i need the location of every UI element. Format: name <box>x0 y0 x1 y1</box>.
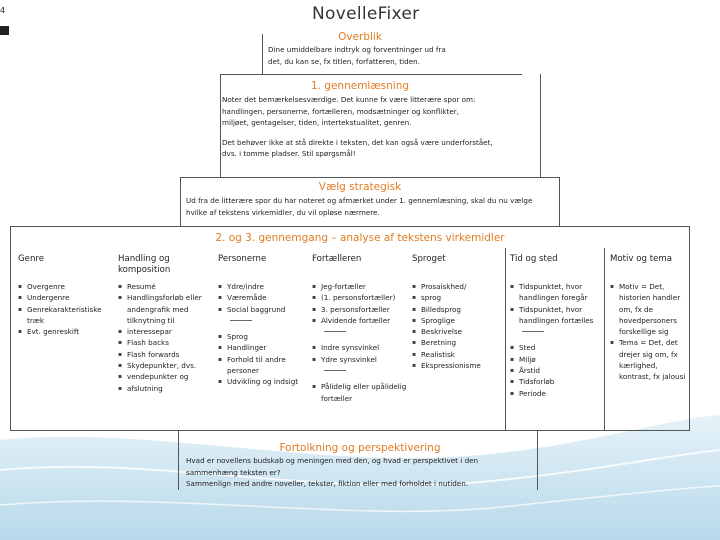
column-list <box>118 281 214 394</box>
column-header <box>218 254 310 278</box>
list-item: ▪ Realistisk <box>412 349 504 360</box>
list-item: ▪ interessepar <box>118 326 214 337</box>
list-item: ▪ Prosaiskhed/ <box>412 281 504 292</box>
list-item: ▪ vendepunkter og <box>118 371 214 382</box>
column-header <box>610 254 688 278</box>
list-item: ▪ Evt. genreskift <box>18 326 110 337</box>
box-line <box>10 430 690 431</box>
list-item: ▪ Ydre/indre <box>218 281 310 292</box>
list-item: ▪ Resumé <box>118 281 214 292</box>
list-item: ▪ Beretning <box>412 337 504 348</box>
analyse-column <box>312 254 408 404</box>
overblik-text <box>268 44 528 67</box>
list-item: ▪ Pålidelig eller upålidelig fortæller <box>312 381 408 404</box>
box-line <box>180 177 181 227</box>
list-item: ▪ Væremåde <box>218 292 310 303</box>
overblik-line: Dine umiddelbare indtryk og forventninger ud fra <box>268 45 446 54</box>
list-item: ▪ Tema = Det, det drejer sig om, fx kærlighed, kontrast, fx jalousi <box>610 337 688 382</box>
overblik-heading: Overblik <box>338 31 382 43</box>
column-header <box>118 254 214 278</box>
list-item: ▪ 3. personsfortæller <box>312 304 408 315</box>
list-item: ▪ Sprog <box>218 331 310 342</box>
column-list <box>510 281 602 399</box>
list-item: ▪ Undergenre <box>18 292 110 303</box>
list-item: ▪ Udvikling og indsigt <box>218 376 310 387</box>
column-header-line: Sproget <box>412 254 446 264</box>
column-header-line: Tid og sted <box>510 254 558 264</box>
analyse-column <box>218 254 310 388</box>
box-line <box>262 34 263 74</box>
column-list <box>412 281 504 371</box>
box-line <box>537 430 538 490</box>
list-item: ▪ Flash backs <box>118 337 214 348</box>
list-item: ▪ Alvidende fortæller <box>312 315 408 326</box>
column-divider <box>505 248 506 430</box>
list-item: ▪ Overgenre <box>18 281 110 292</box>
list-item: ▪ Handlingsforløb eller andengrafik med tilknytning til <box>118 292 214 326</box>
laesning-heading: 1. gennemlæsning <box>310 80 410 92</box>
column-header <box>18 254 110 278</box>
corner-glyph: 4 <box>0 6 6 15</box>
laesning-text <box>222 94 538 160</box>
column-header-line: Handling og <box>118 254 170 264</box>
list-divider <box>218 320 310 331</box>
list-item: ▪ Social baggrund <box>218 304 310 315</box>
column-header <box>412 254 504 278</box>
list-item: ▪ (1. personsfortæller) <box>312 292 408 303</box>
list-item: ▪ Tidspunktet, hvor handlingen fortælles <box>510 304 602 327</box>
column-header-line: Genre <box>18 254 45 264</box>
box-line <box>540 74 541 178</box>
analyse-column <box>510 254 602 399</box>
laesning-line: Noter det bemærkelsesværdige. Det kunne fx være litterære spor om: <box>222 95 476 104</box>
list-item: ▪ Skydepunkter, dvs. <box>118 360 214 371</box>
fortolkning-line: Sammenlign med andre noveller, tekster, fiktion eller med forholdet i nutiden. <box>186 479 469 488</box>
list-item: ▪ Forhold til andre personer <box>218 354 310 377</box>
column-list <box>312 281 408 404</box>
analyse-column <box>610 254 688 383</box>
column-divider <box>604 248 605 430</box>
box-line <box>180 177 560 178</box>
analyse-heading: 2. og 3. gennemgang – analyse af tekstens virkemidler <box>215 232 505 244</box>
box-line <box>10 226 690 227</box>
list-item: ▪ Sproglige <box>412 315 504 326</box>
list-item: ▪ Indre synsvinkel <box>312 342 408 353</box>
corner-marker <box>0 26 9 35</box>
list-item: ▪ Miljø <box>510 354 602 365</box>
column-header-line: Fortælleren <box>312 254 362 264</box>
analyse-column <box>118 254 214 394</box>
laesning-line: Det behøver ikke at stå direkte i teksten, det kan også være underforstået, <box>222 137 493 147</box>
column-list <box>610 281 688 383</box>
column-list <box>18 281 110 337</box>
column-header-line: Personerne <box>218 254 267 264</box>
list-item: ▪ Genrekarakteristiske træk <box>18 304 110 327</box>
box-line <box>178 430 179 490</box>
box-line <box>220 74 221 178</box>
column-header-line: komposition <box>118 265 171 275</box>
list-item: ▪ Tidspunktet, hvor handlingen foregår <box>510 281 602 304</box>
fortolkning-heading: Fortolkning og perspektivering <box>279 442 441 454</box>
laesning-line: handlingen, personerne, fortælleren, modsætninger og konflikter, <box>222 106 459 116</box>
column-header-line: Motiv og tema <box>610 254 672 264</box>
list-item: ▪ Billedsprog <box>412 304 504 315</box>
box-line <box>689 226 690 430</box>
list-item: ▪ Handlinger <box>218 342 310 353</box>
column-header <box>510 254 602 278</box>
analyse-column <box>412 254 504 371</box>
list-item: ▪ Sted <box>510 342 602 353</box>
list-item: ▪ Flash forwards <box>118 349 214 360</box>
column-list <box>218 281 310 388</box>
list-divider <box>312 331 408 342</box>
list-item: ▪ Tidsforløb <box>510 376 602 387</box>
list-item: ▪ Ydre synsvinkel <box>312 354 408 365</box>
page-title: NovelleFixer <box>312 4 420 24</box>
overblik-line: det, du kan se, fx titlen, forfatteren, tiden. <box>268 56 420 66</box>
strategi-line: hvilke af tekstens virkemidler, du vil opløse nærmere. <box>186 207 380 217</box>
strategi-text <box>186 195 558 218</box>
list-item: ▪ Jeg-fortæller <box>312 281 408 292</box>
column-header <box>312 254 408 278</box>
list-item: ▪ afslutning <box>118 383 214 394</box>
laesning-line: miljøet, gentagelser, tiden, intertekstualitet, genren. <box>222 118 412 127</box>
fortolkning-text <box>186 455 531 490</box>
list-divider <box>312 370 408 381</box>
box-line <box>220 74 522 75</box>
strategi-heading: Vælg strategisk <box>318 181 402 193</box>
list-item: ▪ Ekspressionisme <box>412 360 504 371</box>
laesning-line: dvs. i tomme pladser. Stil spørgsmål! <box>222 149 356 158</box>
analyse-column <box>18 254 110 337</box>
list-divider <box>510 331 602 342</box>
list-item: ▪ Motiv = Det, historien handler om, fx de hovedpersoners forskellige sig <box>610 281 688 337</box>
list-item: ▪ Beskrivelse <box>412 326 504 337</box>
strategi-line: Ud fra de litterære spor du har noteret og afmærket under 1. gennemlæsning, skal du nu vælge <box>186 196 533 205</box>
box-line <box>559 177 560 227</box>
list-item: ▪ Årstid <box>510 365 602 376</box>
box-line <box>10 226 11 430</box>
list-item: ▪ Periode <box>510 388 602 399</box>
fortolkning-line: Hvad er novellens budskab og meningen med den, og hvad er perspektivet i den sammenhæng teksten er? <box>186 456 479 477</box>
list-item: ▪ sprog <box>412 292 504 303</box>
